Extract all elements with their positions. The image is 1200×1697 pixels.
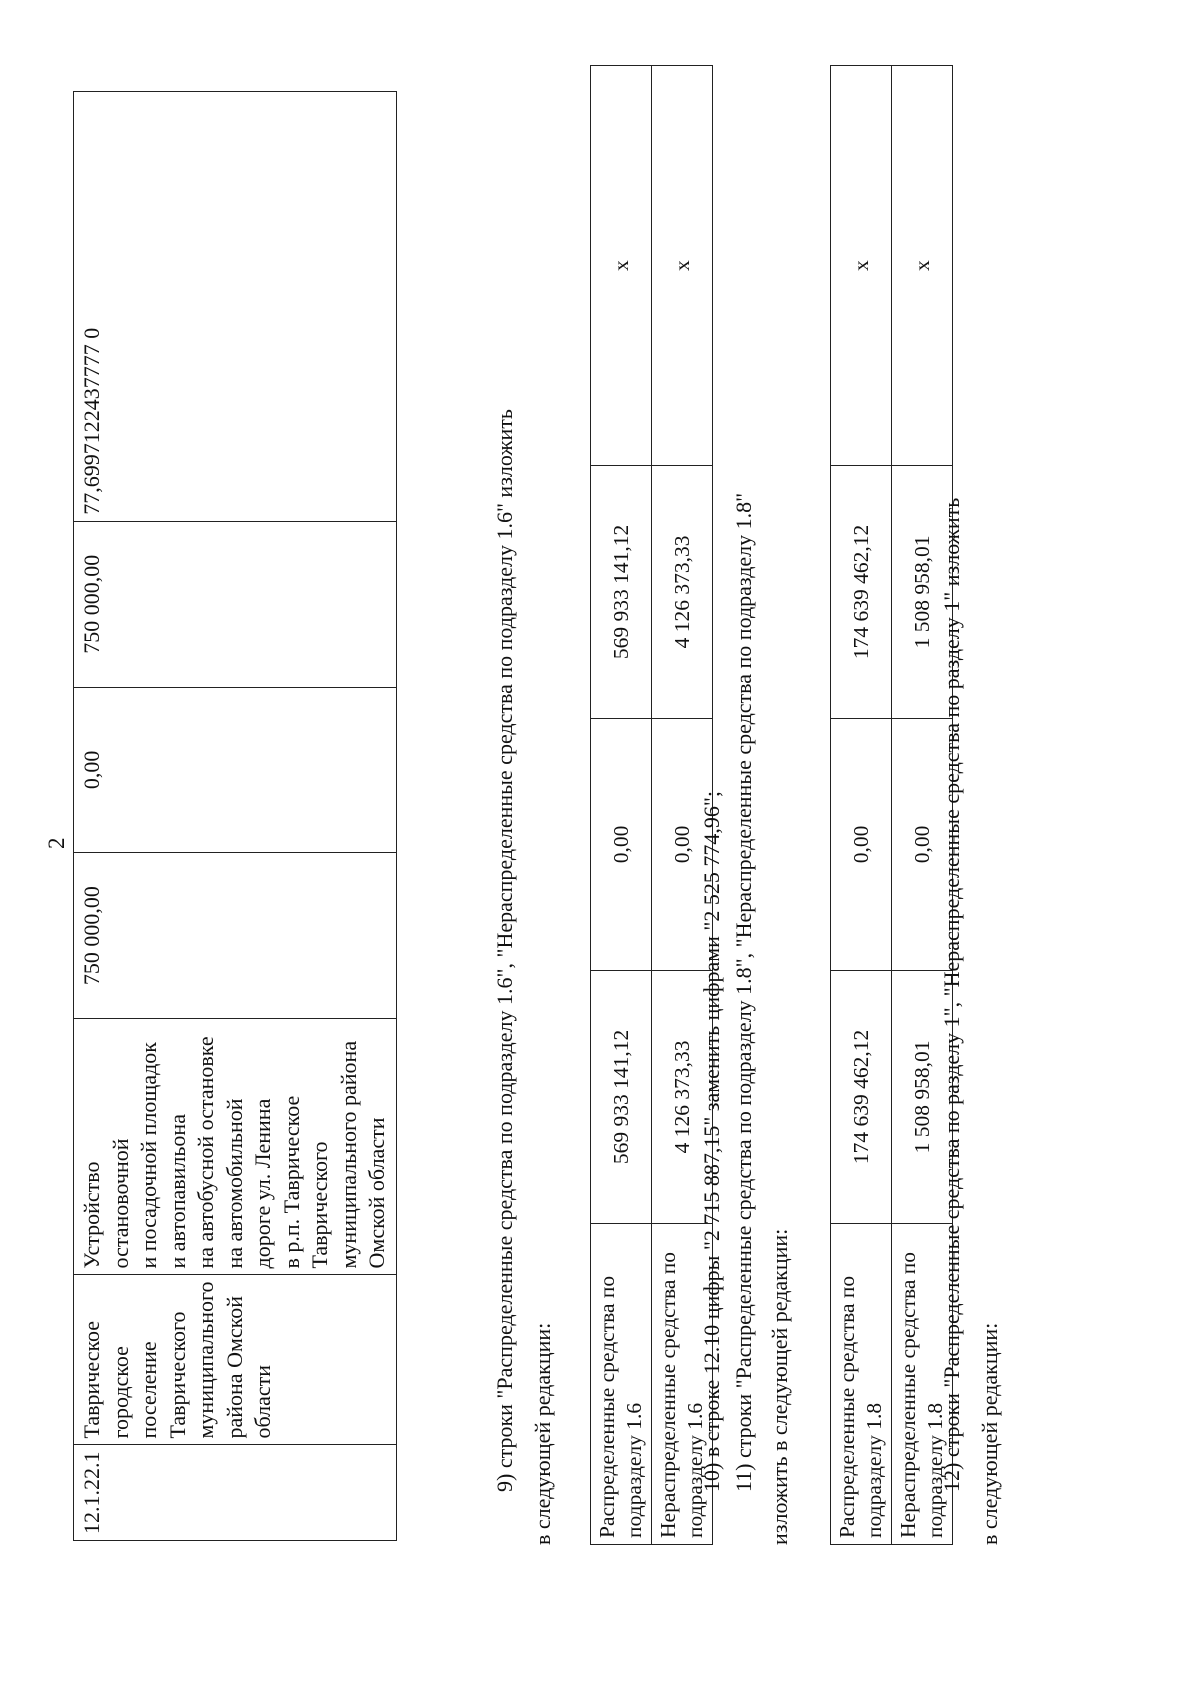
recipient-cell — [74, 1275, 397, 1445]
object-line: Устройство — [79, 1161, 104, 1269]
amount-federal-cell: 0,00 — [74, 687, 397, 852]
table-row — [591, 66, 652, 1545]
object-line: в р.п. Таврическое — [278, 1095, 304, 1269]
recipient-line: городское — [107, 1346, 133, 1439]
value-cell: x — [892, 66, 953, 466]
value-cell: 4 126 373,33 — [652, 971, 713, 1224]
paragraph-12-line-1: 12) строки "Распределенные средства по разделу 1", "Нераспределенные средства по разделу 1" изложить — [939, 497, 964, 1492]
object-line: дороге ул. Ленина — [250, 1098, 275, 1269]
row-label: Нераспределенные средства по подразделу 1.6 — [652, 1223, 713, 1544]
object-cell — [74, 1019, 397, 1275]
value-cell: x — [652, 66, 713, 466]
amount-total-cell: 750 000,00 — [74, 853, 397, 1019]
recipient-line: области — [250, 1364, 275, 1439]
subsection-1-6-table — [590, 65, 713, 1545]
project-table — [73, 91, 397, 1541]
value-cell: 0,00 — [892, 718, 953, 970]
value-cell: 1 508 958,01 — [892, 466, 953, 719]
amount-regional-cell: 750 000,00 — [74, 521, 397, 687]
value-cell: x — [591, 66, 652, 466]
value-cell: 1 508 958,01 — [892, 971, 953, 1224]
row-label: Распределенные средства по подразделу 1.8 — [831, 1223, 892, 1544]
object-line: и посадочной площадок — [136, 1042, 161, 1269]
percentage-cell: 77,6997122437777 0 — [74, 92, 397, 522]
subsection-1-8-table — [830, 65, 953, 1545]
value-cell: 4 126 373,33 — [652, 466, 713, 719]
row-label: Нераспределенные средства по подразделу 1.8 — [892, 1223, 953, 1544]
value-cell: 569 933 141,12 — [591, 971, 652, 1224]
object-line: и автопавильона — [164, 1114, 190, 1269]
value-cell: 0,00 — [652, 718, 713, 970]
object-line: на автомобильной — [221, 1098, 247, 1269]
object-line: Таврического — [307, 1141, 332, 1269]
table-row — [831, 66, 892, 1545]
paragraph-12-line-2: в следующей редакции: — [977, 1322, 1002, 1545]
value-cell: x — [831, 66, 892, 466]
recipient-line: Таврического — [164, 1311, 190, 1439]
paragraph-11-line-1: 11) строки "Распределенные средства по подразделу 1.8", "Нераспределенные средства по подразделу 1.8" — [731, 492, 756, 1492]
paragraph-10: 10) в строке 12.10 цифры "2 715 887,15" заменить цифрами "2 525 774,96"; — [699, 791, 724, 1492]
value-cell: 0,00 — [591, 718, 652, 970]
row-label: Распределенные средства по подразделу 1.6 — [591, 1223, 652, 1544]
value-cell: 0,00 — [831, 718, 892, 970]
value-cell: 569 933 141,12 — [591, 466, 652, 719]
object-line: остановочной — [107, 1138, 133, 1269]
paragraph-9-line-1: 9) строки "Распределенные средства по подразделу 1.6", "Нераспределенные средства по подразделу 1.6" изложить — [492, 409, 517, 1492]
paragraph-9-line-2: в следующей редакции: — [530, 1322, 555, 1545]
page-number: 2 — [44, 837, 69, 849]
value-cell: 174 639 462,12 — [831, 971, 892, 1224]
object-line: Омской области — [364, 1117, 389, 1269]
recipient-line: района Омской — [221, 1296, 247, 1439]
value-cell: 174 639 462,12 — [831, 466, 892, 719]
object-line: муниципального района — [335, 1040, 361, 1269]
recipient-line: Таврическое — [79, 1320, 104, 1439]
table-row — [74, 92, 397, 1541]
recipient-line: поселение — [136, 1341, 161, 1439]
recipient-line: муниципального — [193, 1281, 218, 1439]
paragraph-11-line-2: изложить в следующей редакции: — [767, 1228, 792, 1545]
object-line: на автобусной остановке — [193, 1036, 218, 1269]
row-code: 12.1.22.1 — [74, 1445, 397, 1541]
